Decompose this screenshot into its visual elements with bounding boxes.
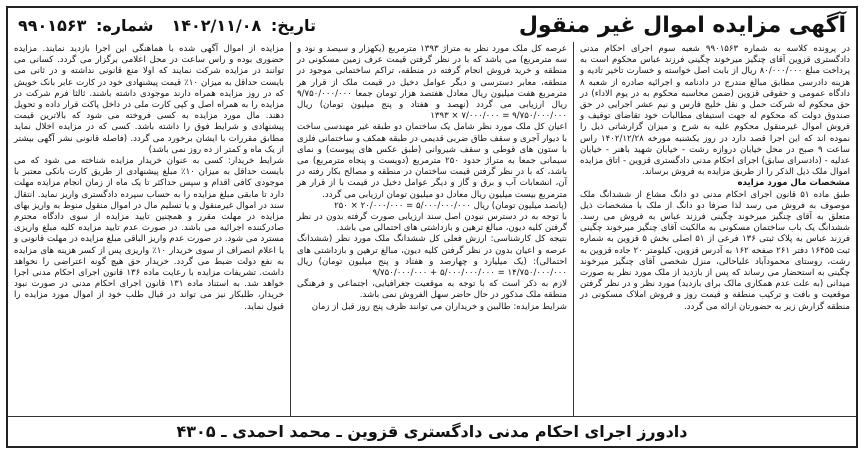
date-label: تاریخ: xyxy=(270,15,317,35)
paragraph: مزایده از اموال آگهی شده با هماهنگی این اجرا بازدید نمایند. مزایده حضوری بوده و راس ساعت در محل اعلامی برگزار می گردد. کسانی می توانند در مزایده شرکت نمایند که اولا منع قانونی نداشته و در ثانی می بایست حداقل به میزان ۱۰٪ قیمت پیشنهادی خود در کارت عابر بانک خویش که در روز مزایده همراه دارند موجودی داشته باشند. ثالثا فرم شرکت در مزایده را به همراه اصل و کپی کارت ملی در داخل پاکت قرار داده و تحویل دهند. مال مورد مزایده به کسی فروخته می شود که بالاترین قیمت پیشنهادی و شرایط فوق را داشته باشد. کسی که در مزایده اخلال نماید مطابق مقررات با ایشان برخورد می گردد. (فاصله قانونی نشر آگهی بیشتر از یک ماه و کمتر از ده روز نمی باشد) xyxy=(14,44,284,155)
paragraph: شرایط خریدار: کسی به عنوان خریدار مزایده شناخته می شود که می بایست حداقل به میزان ۱۰٪ مبلغ پیشنهادی از طریق کارت بانکی معتبر با موجودی کافی اقدام و سپس حداکثر تا یک ماه از زمان انجام مزایده مهلت دارد تا مابقی مبلغ مزایده را به حساب سپرده دادگستری واریز نماید. انتقال سند در اموال غیرمنقول و یا تسلیم مال در اموال منقول منوط به واریز بهای مزایده در مهلت مقرر و همچنین تایید مزایده از سوی دادگاه محترم صادرکننده اجرائیه می باشد. در صورت عدم تایید مزایده کلیه مبلغ واریزی مسترد می شود. در صورت عدم واریز الباقی مبلغ مزایده در مهلت قانونی و یا اعلام انصراف از سوی خریدار ۱۰٪ واریزی پس از کسر هزینه های مزایده به نفع دولت ضبط می گردد. خریدار حق هیچ گونه اعتراضی را نخواهد داشت. تشریفات مزایده با رعایت ماده ۱۳۶ قانون اجرای احکام مدنی اجرا خواهد شد. به استناد ماده ۱۳۱ قانون اجرای احکام مدنی در صورت نبود خریدار، طلبکار نیز می تواند در قبال طلب خود از اموال مورد مزایده را قبول نماید. xyxy=(14,156,284,312)
column-left xyxy=(8,42,291,416)
paragraph: نتیجه کل کارشناسی: ارزش فعلی کل ششدانگ ملک مورد نظر (ششدانگ عرصه و اعیان بدون در نظر گرفتن کلیه دیون، مبالغ ترهین و بازداشتی های احتمالی): (یک میلیارد و چهارصد و هفتاد و پنج میلیون تومان) ریال ۱۴/۷۵۰/۰۰۰/۰۰۰ = ۵/۰۰۰/۰۰۰/۰۰۰ + ۹/۷۵۰/۰۰۰/۰۰۰ xyxy=(297,234,567,279)
paragraph: لازم به ذکر است که با توجه به موقعیت جغرافیایی، اجتماعی و فرهنگی منطقه ملک مذکور در حال حاضر سهل الفروش نمی باشد. xyxy=(297,279,567,301)
number-label: شماره: xyxy=(95,15,154,35)
paragraph: اعیان کل ملک مورد نظر شامل یک ساختمان دو طبقه غیر مهندسی ساخت با دیوار آجری و سقف طاق ضربی قدیمی در طبقه همکف و ساختمانی فلزی با ستون های قوطی و سقف شیروانی (طبق عکس های پیوست) و نمای سیمانی جمعا به متراژ حدود ۲۵۰ مترمربع (دویست و پنجاه مترمربع) می باشد، که با در نظر گرفتن قیمت ساختمان در منطقه و مصالح بکار رفته در آن، انشعابات آب و برق و گاز و دیگر عوامل دخیل در قیمت با از قرار هر مترمربع بیست میلیون ریال معادل دو میلیون تومان ارزیابی می گردد. xyxy=(297,122,567,200)
column-middle xyxy=(291,42,574,416)
paragraph: در پرونده کلاسه به شماره ۹۹۰۱۵۶۳ شعبه سوم اجرای احکام مدنی دادگستری قزوین آقای چنگیز میرخوند چگینی فرزند عباس محکوم است به پرداخت مبلغ ۸۰/۰۰۰/۰۰۰ ریال از بابت اصل خواسته و خسارت تاخیر تادیه و هزینه دادرسی مطابق مبالغ مندرج در دادنامه و اجرائیه صادره از شعبه ۸ دادگاه عمومی و حقوقی قزوین (ضمن محاسبه محکوم به در یوم الاداء) در حق محکوم له شرکت حمل و نقل خلیج فارس و نیم عشر اجرایی در حق صندوق دولت که محکوم له جهت استیفای مطالبات خود تقاضای توقیف و فروش اموال غیرمنقول محکوم علیه به شرح و میزان گزارشاتی ذیل را نموده اند که این اجرا قصد دارد در روز یکشنبه مورخه ۱۴۰۲/۱۲/۲۸ راس ساعت ۹ صبح در محل خیابان دروازه رشت - خیابان شهید باهنر - خیابان عدلیه - (دادسرای سابق) اجرای احکام مدنی دادگستری قزوین - اتاق مزایده اموال ملک ذیل الذکر را از طریق مزایده به فروش برساند. xyxy=(580,44,851,178)
paragraph: مشخصات مال مورد مزایده xyxy=(737,178,850,189)
number-block xyxy=(18,16,153,35)
paragraph: (پانصد میلیون تومان) ریال ۵/۰۰۰/۰۰۰/۰۰۰ = ۲۰/۰۰۰/۰۰۰ × ۲۵۰ xyxy=(334,200,567,211)
notice-header xyxy=(8,8,856,42)
number-value: ۹۹۰۱۵۶۳ xyxy=(18,15,87,35)
notice-footer: دادورز اجرای احکام مدنی دادگستری قزوین ـ محمد احمدی ـ ۴۳۰۵ xyxy=(8,416,856,446)
notice-frame xyxy=(6,6,858,448)
notice-columns xyxy=(8,42,856,416)
date-block xyxy=(171,16,316,35)
paragraph: طبق ماده ۵۱ قانون اجرای احکام مدنی دو دانگ مشاع از ششدانگ ملک موصوف به فروش می رسد لذا صرفا دو دانگ از ملک با مشخصات ذیل متعلق به آقای چنگیز میرخوند چگینی فرزند عباس به فروش می رسد. ششدانگ یک باب ساختمان مسکونی به مالکیت آقای چنگیز میرخوند چگینی فرزند عباس به پلاک ثبتی ۱۳۶ فرعی از ۵۱ اصلی بخش ۵ قزوین به شماره ثبت ۱۶۴۵۵ دفتر ۲۶۱ صفحه ۱۶۲ به آدرس قزوین، کیلومتر ۲۰ جاده قزوین به رشت، روستای محمودآباد علیاحالی، منزل شخصی آقای چنگیز میرخوند چگینی به استحضار می رساند که پس از بازدید از ملک مورد نظر به صورت میدانی (به علت عدم همکاری مالک برای بازدید) مورد نظر و در نظر گرفتن موقعیت و بافت و ترکیب منطقه و قیمت روز و فروش املاک مسکونی در منطقه گزارش زیر به حضورتان ارائه می گردد. xyxy=(580,189,851,312)
date-value: ۱۴۰۲/۱۱/۰۸ xyxy=(171,15,262,35)
notice-meta xyxy=(18,16,316,35)
paragraph: عرصه کل ملک مورد نظر به متراژ ۱۳۹۳ مترمربع (یکهزار و سیصد و نود و سه مترمربع) می باشد که با در نظر گرفتن قیمت عرف زمین مسکونی در منطقه و خرید فروش انجام گرفته در منطقه، تراکم ساختمانی موجود در منطقه، معابر دسترسی و دیگر عوامل دخیل در قیمت ملک از قرار هر مترمربع هفت میلیون ریال معادل هفتصد هزار تومان جمعا ۹/۷۵۰/۰۰۰/۰۰۰ ریال ارزیابی می گردد (نهصد و هفتاد و پنج میلیون تومان) ریال ۹/۷۵۰/۰۰۰/۰۰۰ = ۷/۰۰۰/۰۰۰ × ۱۳۹۳ xyxy=(297,44,567,122)
paragraph: شرایط مزایده: طالبین و خریداران می توانند ظرف پنج روز قبل از زمان xyxy=(311,301,567,312)
paragraph: با توجه به در دسترس نبودن اصل سند ارزیابی صورت گرفته بدون در نظر گرفتن کلیه دیون، مبالغ ترهین و بازداشتی های احتمالی می باشد. xyxy=(297,212,567,234)
notice-title: آگهی مزایده اموال غیر منقول xyxy=(518,12,846,38)
column-right xyxy=(574,42,856,416)
